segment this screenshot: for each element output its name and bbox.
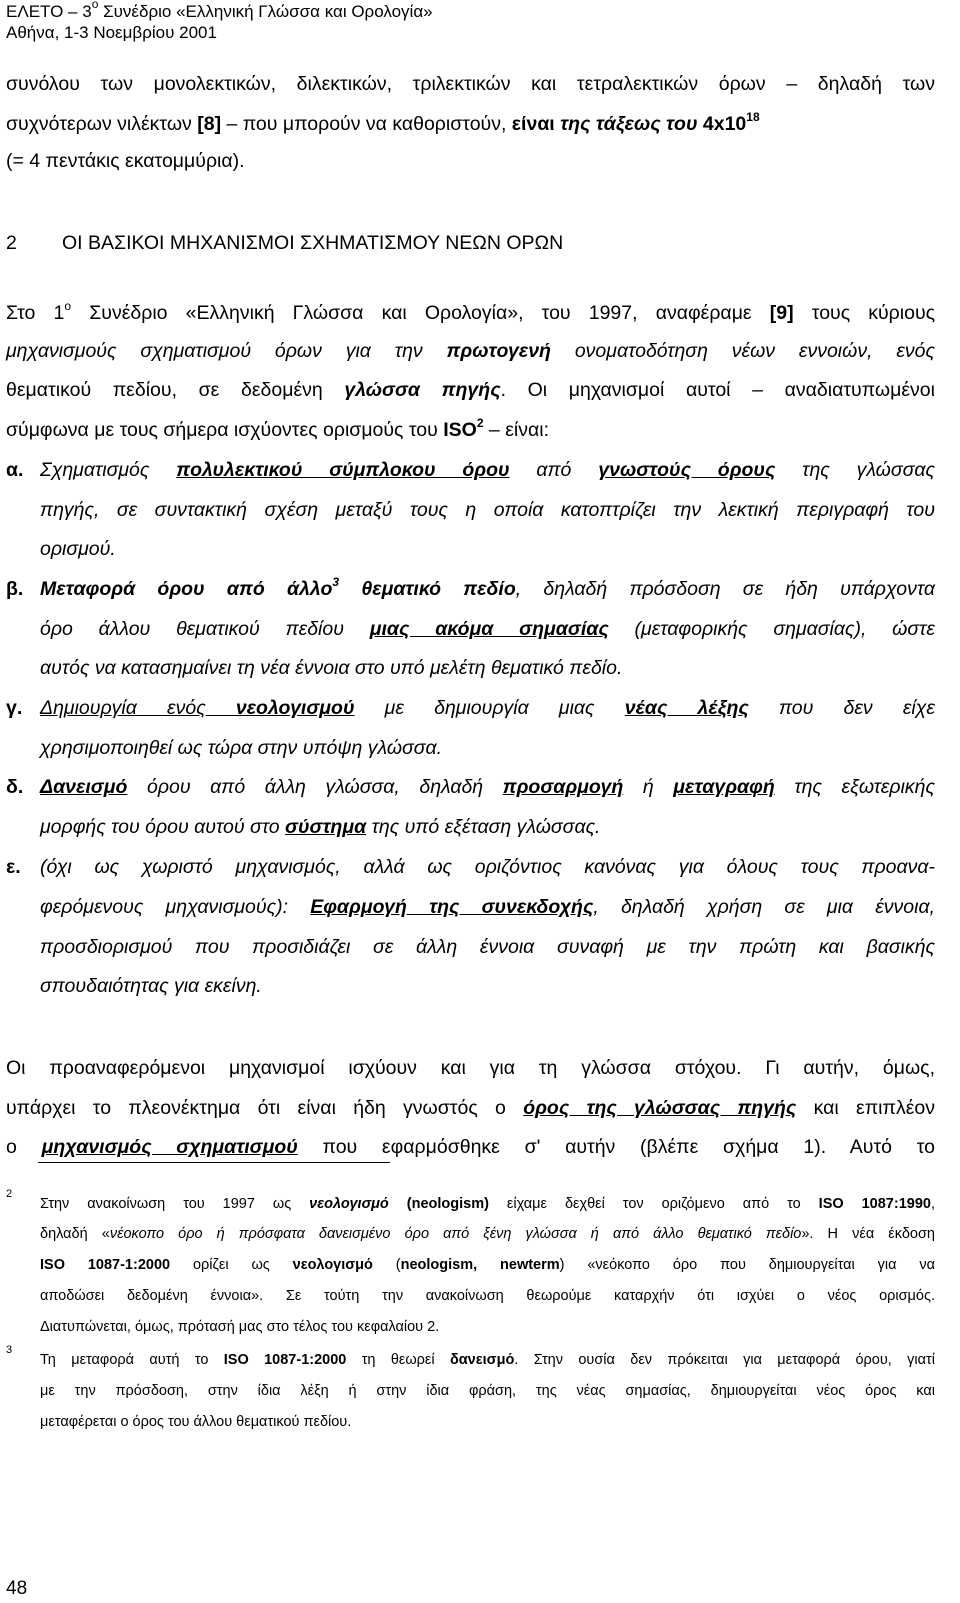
intro-line-2: συχνότερων νιλέκτων [8] – που μπορούν να καθοριστούν, είναι της τάξεως του $4x10^{18}$ [6,110,760,135]
running-header [6,2,433,43]
intro-line-3: (= 4 πεντάκις εκατομμύρια). [6,150,245,172]
item-label-gamma: γ. [6,697,23,719]
item-delta-line-1: Δανεισμό όρου από άλλη γλώσσα, δηλαδή προσαρμογή ή μεταγραφή της εξωτερικής [40,776,935,798]
footnote-2-mark: 2 [6,1188,13,1200]
footnote-2-line-3: ISO 1087-1:2000 ορίζει ως νεολογισμό (neologism, newterm) «νεόκοπο όρο που δημιουργείται για να [40,1257,935,1273]
footnote-2-line-2: δηλαδή «νέοκοπο όρο ή πρόσφατα δανεισμένο όρο από ξένη γλώσσα ή από άλλο θεματικό πεδίο». Η νέα έκδοση [40,1226,935,1242]
section-title: ΟΙ ΒΑΣΙΚΟΙ ΜΗΧΑΝΙΣΜΟΙ ΣΧΗΜΑΤΙΣΜΟΥ ΝΕΩΝ ΟΡΩΝ [62,232,564,254]
footnote-3-line-2: με την πρόσδοση, στην ίδια λέξη ή στην ίδια φράση, της νέας σημασίας, δημιουργείται νέος όρος και [40,1383,935,1399]
footnote-3-mark: 3 [6,1344,13,1356]
page-number: 48 [6,1578,28,1599]
para2-line-2: υπάρχει το πλεονέκτημα ότι είναι ήδη γνωστός ο όρος της γλώσσας πηγής και επιπλέον [6,1097,935,1119]
item-beta-line-3: αυτός να κατασημαίνει τη νέα έννοια στο υπό μελέτη θεματικό πεδίο. [40,657,623,679]
item-epsilon-line-2: φερόμενους μηχανισμούς): Εφαρμογή της συνεκδοχής, δηλαδή χρήση σε μια έννοια, [40,896,936,918]
para2-line-3: ο μηχανισμός σχηματισμού που εφαρμόσθηκε σ' αυτήν (βλέπε σχήμα 1). Αυτό το [6,1136,935,1158]
para1-line-2: μηχανισμούς σχηματισμού όρων για την πρωτογενή ονοματοδότηση νέων εννοιών, ενός [6,340,935,362]
item-label-delta: δ. [6,776,24,798]
item-alpha-line-3: ορισμού. [40,538,116,560]
item-gamma-line-2: χρησιμοποιηθεί ως τώρα στην υπόψη γλώσσα. [40,737,443,759]
item-label-beta: β. [6,578,24,600]
para1-line-3: θεματικού πεδίου, σε δεδομένη γλώσσα πηγής. Οι μηχανισμοί αυτοί – αναδιατυπωμένοι [6,379,935,401]
para1-line-4: σύμφωνα με τους σήμερα ισχύοντες ορισμούς του ISO$^2$ – είναι: [6,416,549,441]
item-beta-line-1: Μεταφορά όρου από άλλο$^3$ θεματικό πεδίο, δηλαδή πρόσδοση σε ήδη υπάρχοντα [40,575,935,600]
para1-line-1: Στο $1^o$ Συνέδριο «Ελληνική Γλώσσα και Ορολογία», του 1997, αναφέραμε [9] τους κύριους [6,299,936,324]
footnote-2-line-5: Διατυπώνεται, όμως, πρότασή μας στο τέλος του κεφαλαίου 2. [40,1319,440,1335]
item-alpha-line-1: Σχηματισμός πολυλεκτικού σύμπλοκου όρου από γνωστούς όρους της γλώσσας [40,459,935,481]
item-epsilon-line-3: προσδιορισμού που προσιδιάζει σε άλλη έννοια συναφή με την πρώτη και βασικής [40,936,935,958]
item-epsilon-line-1: (όχι ως χωριστό μηχανισμός, αλλά ως οριζόντιος κανόνας για όλους τους προανα- [40,856,935,878]
footnote-3-line-1: Τη μεταφορά αυτή το ISO 1087-1:2000 τη θεωρεί δανεισμό. Στην ουσία δεν πρόκειται για μεταφορά όρου, γιατί [40,1352,935,1368]
footnote-2-line-1: Στην ανακοίνωση του 1997 ως νεολογισμό (neologism) είχαμε δεχθεί τον οριζόμενο από το ISO 1087:1990, [40,1196,935,1212]
header-date: Αθήνα, 1-3 Νοεμβρίου 2001 [6,23,217,42]
intro-line-1: συνόλου των μονολεκτικών, διλεκτικών, τριλεκτικών και τετραλεκτικών όρων – δηλαδή των [6,73,935,95]
item-gamma-line-1: Δημιουργία ενός νεολογισμού με δημιουργία μιας νέας λέξης που δεν είχε [40,697,935,719]
item-label-epsilon: ε. [6,856,21,878]
footnote-3-line-3: μεταφέρεται ο όρος του άλλου θεματικού πεδίου. [40,1414,352,1430]
footnote-separator [38,1162,390,1163]
header-conference: ΕΛΕΤΟ – $3^o$ Συνέδριο «Ελληνική Γλώσσα και Ορολογία» [6,0,433,21]
item-alpha-line-2: πηγής, σε συντακτική σχέση μεταξύ τους η οποία κατοπτρίζει την λεκτική περιγραφή του [40,499,935,521]
item-epsilon-line-4: σπουδαιότητας για εκείνη. [40,975,262,997]
item-beta-line-2: όρο άλλου θεματικού πεδίου μιας ακόμα σημασίας (μεταφορικής σημασίας), ώστε [40,618,935,640]
footnote-2-line-4: αποδώσει δεδομένη έννοια». Σε τούτη την ανακοίνωση θεωρούμε καταρχήν ότι ισχύει ο νέος ορισμός. [40,1288,935,1304]
section-number: 2 [6,232,17,254]
item-label-alpha: α. [6,459,24,481]
para2-line-1: Οι προαναφερόμενοι μηχανισμοί ισχύουν και για τη γλώσσα στόχου. Γι αυτήν, όμως, [6,1057,935,1079]
item-delta-line-2: μορφής του όρου αυτού στο σύστημα της υπό εξέταση γλώσσας. [40,816,601,838]
